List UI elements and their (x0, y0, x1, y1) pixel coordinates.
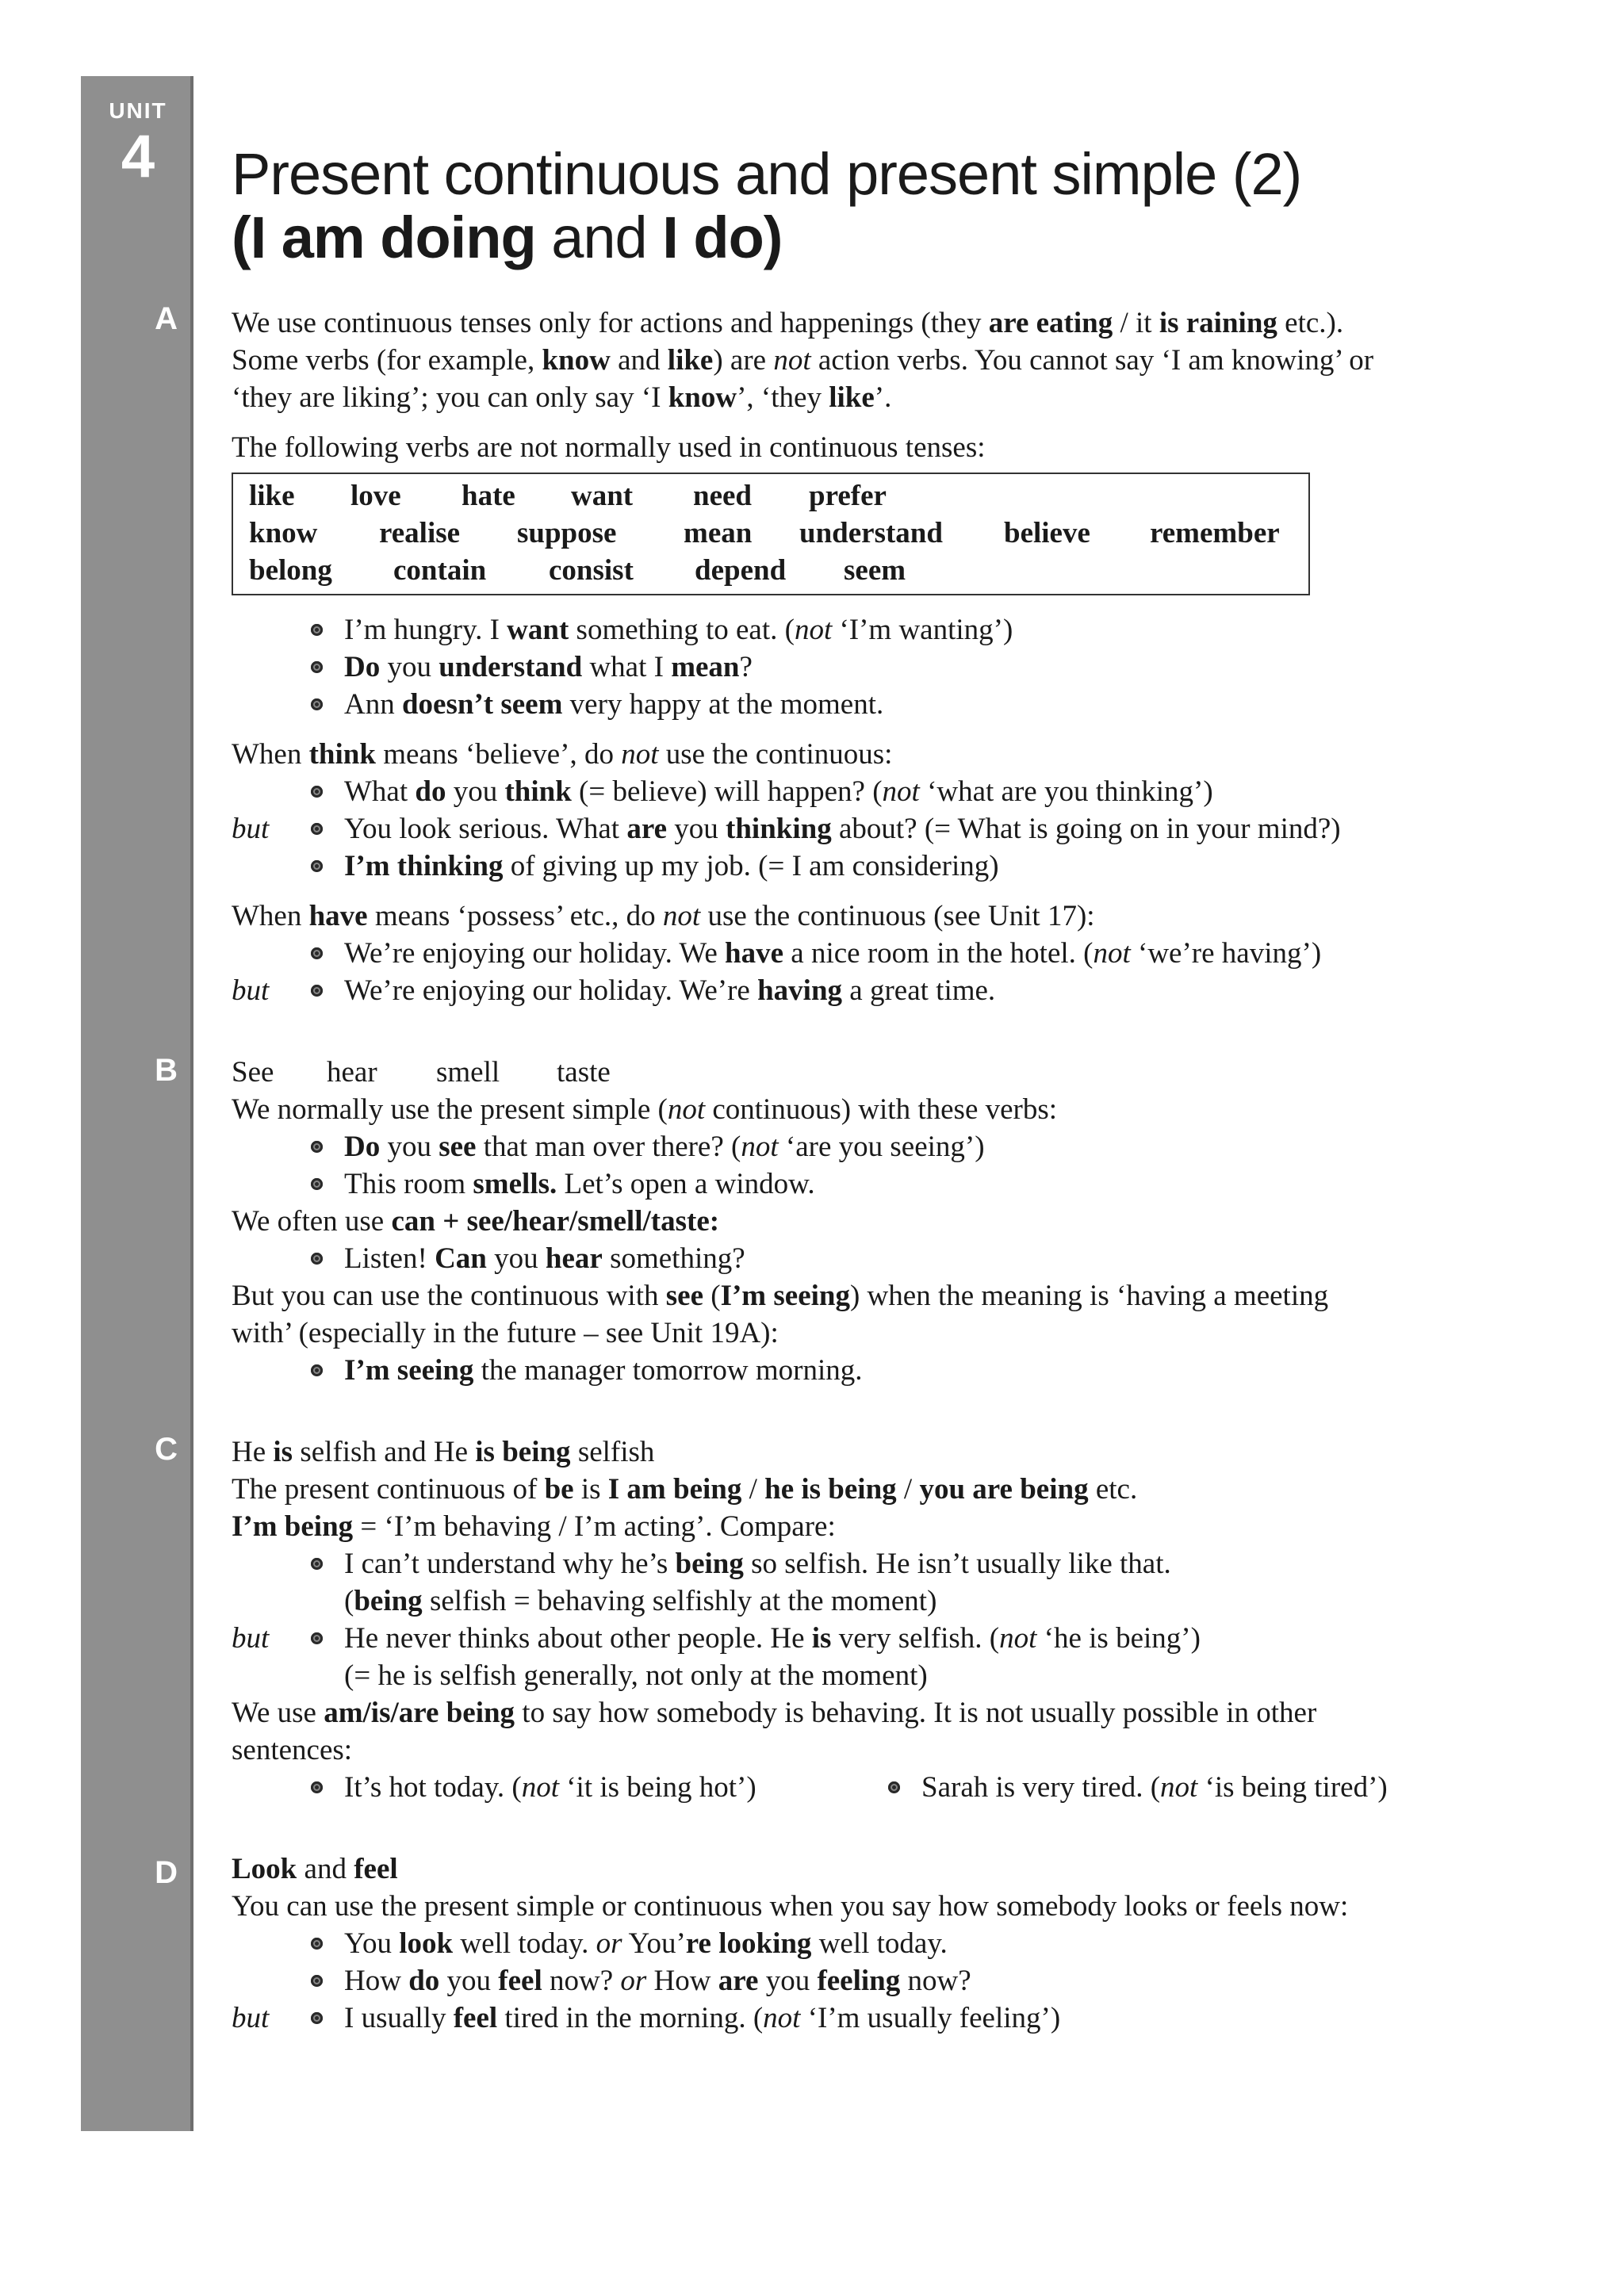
a-para-2: Some verbs (for example, know and like) are not action verbs. You cannot say ‘I am knowing’ or (232, 344, 1374, 377)
c-para-2: I’m being = ‘I’m behaving / I’m acting’. Compare: (232, 1510, 836, 1543)
bullet-icon (311, 1938, 323, 1950)
b-example-2: This room smells. Let’s open a window. (232, 1165, 1572, 1203)
bullet-icon (311, 1558, 323, 1570)
bullet-icon (888, 1781, 900, 1793)
d-heading: Look and feel (232, 1853, 398, 1885)
b-para-4: with’ (especially in the future – see Unit 19A): (232, 1317, 779, 1349)
title-bold-2: I do) (662, 205, 783, 270)
bullet-icon (311, 1975, 323, 1987)
a-example-8: but We’re enjoying our holiday. We’re having a great time. (232, 972, 1572, 1009)
b-para-1: We normally use the present simple (not continuous) with these verbs: (232, 1093, 1058, 1126)
unit-number: 4 (121, 123, 155, 190)
bullet-icon (311, 1781, 323, 1793)
page-content (232, 143, 1572, 2037)
section-a (232, 304, 1572, 1009)
c-para-1: The present continuous of be is I am being / he is being / you are being etc. (232, 1473, 1138, 1506)
bullet-icon (311, 1632, 323, 1644)
c-example-3: It’s hot today. (not ‘it is being hot’) (344, 1771, 756, 1804)
page-title (232, 143, 1572, 270)
d-example-3: but I usually feel tired in the morning. (not ‘I’m usually feeling’) (232, 1999, 1572, 2037)
but-label: but (232, 813, 270, 845)
b-example-1: Do you see that man over there? (not ‘are you seeing’) (232, 1128, 1572, 1165)
a-para-3: ‘they are liking’; you can only say ‘I know’, ‘they like’. (232, 381, 892, 414)
a-example-4: What do you think (= believe) will happen? (not ‘what are you thinking’) (232, 773, 1572, 810)
bullet-icon (311, 1364, 323, 1376)
verb-row-2: know realise suppose mean understand believe remember (249, 517, 1280, 549)
c-example-1: I can’t understand why he’s being so selfish. He isn’t usually like that. (232, 1545, 1572, 1582)
a-have-rule: When have means ‘possess’ etc., do not use the continuous (see Unit 17): (232, 900, 1095, 932)
verb-row-1: like love hate want need prefer (249, 480, 887, 512)
but-label: but (232, 1622, 270, 1655)
bullet-icon (311, 698, 323, 710)
verb-list-box (232, 473, 1310, 595)
bullet-icon (311, 985, 323, 997)
but-label: but (232, 974, 270, 1007)
section-letter-a: A (155, 301, 178, 336)
section-letter-b: B (155, 1053, 178, 1088)
a-example-1: I’m hungry. I want something to eat. (not ‘I’m wanting’) (232, 611, 1572, 649)
c-example-1-note: (being selfish = behaving selfishly at the moment) (344, 1585, 937, 1617)
bullet-icon (311, 860, 323, 872)
b-example-3: Listen! Can you hear something? (232, 1240, 1572, 1277)
c-heading: He is selfish and He is being selfish (232, 1436, 655, 1468)
bullet-icon (311, 2012, 323, 2024)
but-label: but (232, 2002, 270, 2034)
bullet-icon (311, 624, 323, 636)
unit-label: UNIT (109, 98, 167, 123)
verb-row-3: belong contain consist depend seem (249, 554, 906, 587)
a-example-2: Do you understand what I mean? (232, 649, 1572, 686)
a-para-1: We use continuous tenses only for actions and happenings (they are eating / it is raining etc.). (232, 307, 1344, 339)
a-think-rule: When think means ‘believe’, do not use the continuous: (232, 738, 893, 771)
d-example-2: How do you feel now? or How are you feeling now? (232, 1962, 1572, 1999)
b-para-3: But you can use the continuous with see (I’m seeing) when the meaning is ‘having a meeting (232, 1280, 1329, 1312)
a-example-3: Ann doesn’t seem very happy at the moment. (232, 686, 1572, 723)
c-example-2: but He never thinks about other people. He is very selfish. (not ‘he is being’) (232, 1620, 1572, 1657)
bullet-icon (311, 661, 323, 673)
d-para-1: You can use the present simple or continuous when you say how somebody looks or feels now: (232, 1890, 1349, 1923)
b-para-2: We often use can + see/hear/smell/taste: (232, 1205, 720, 1238)
bullet-icon (311, 1141, 323, 1153)
d-example-1: You look well today. or You’re looking well today. (232, 1925, 1572, 1962)
c-example-2-note: (= he is selfish generally, not only at the moment) (344, 1659, 928, 1692)
bullet-icon (311, 947, 323, 959)
a-example-5: but You look serious. What are you thinking about? (= What is going on in your mind?) (232, 810, 1572, 848)
c-example-4: Sarah is very tired. (not ‘is being tired’) (921, 1769, 1388, 1806)
bullet-icon (311, 823, 323, 835)
section-letter-d: D (155, 1855, 178, 1890)
c-para-3: We use am/is/are being to say how somebody is behaving. It is not usually possible in other (232, 1697, 1317, 1729)
bullet-icon (311, 786, 323, 798)
c-example-3-4 (232, 1769, 1572, 1806)
section-d (232, 1850, 1572, 2037)
bullet-icon (311, 1253, 323, 1265)
title-mid: and (535, 205, 663, 270)
a-intro: The following verbs are not normally used in continuous tenses: (232, 431, 986, 464)
section-c (232, 1433, 1572, 1806)
title-bold-1: (I am doing (232, 205, 536, 270)
b-example-4: I’m seeing the manager tomorrow morning. (232, 1352, 1572, 1389)
section-letter-c: C (155, 1432, 178, 1467)
bullet-icon (311, 1178, 323, 1190)
c-para-4: sentences: (232, 1734, 353, 1766)
a-example-6: I’m thinking of giving up my job. (= I am considering) (232, 848, 1572, 885)
unit-sidebar (81, 76, 193, 2131)
section-b (232, 1054, 1572, 1389)
b-heading: See hear smell taste (232, 1056, 611, 1089)
title-line-1: Present continuous and present simple (2) (232, 141, 1302, 207)
a-example-7: We’re enjoying our holiday. We have a nice room in the hotel. (not ‘we’re having’) (232, 935, 1572, 972)
